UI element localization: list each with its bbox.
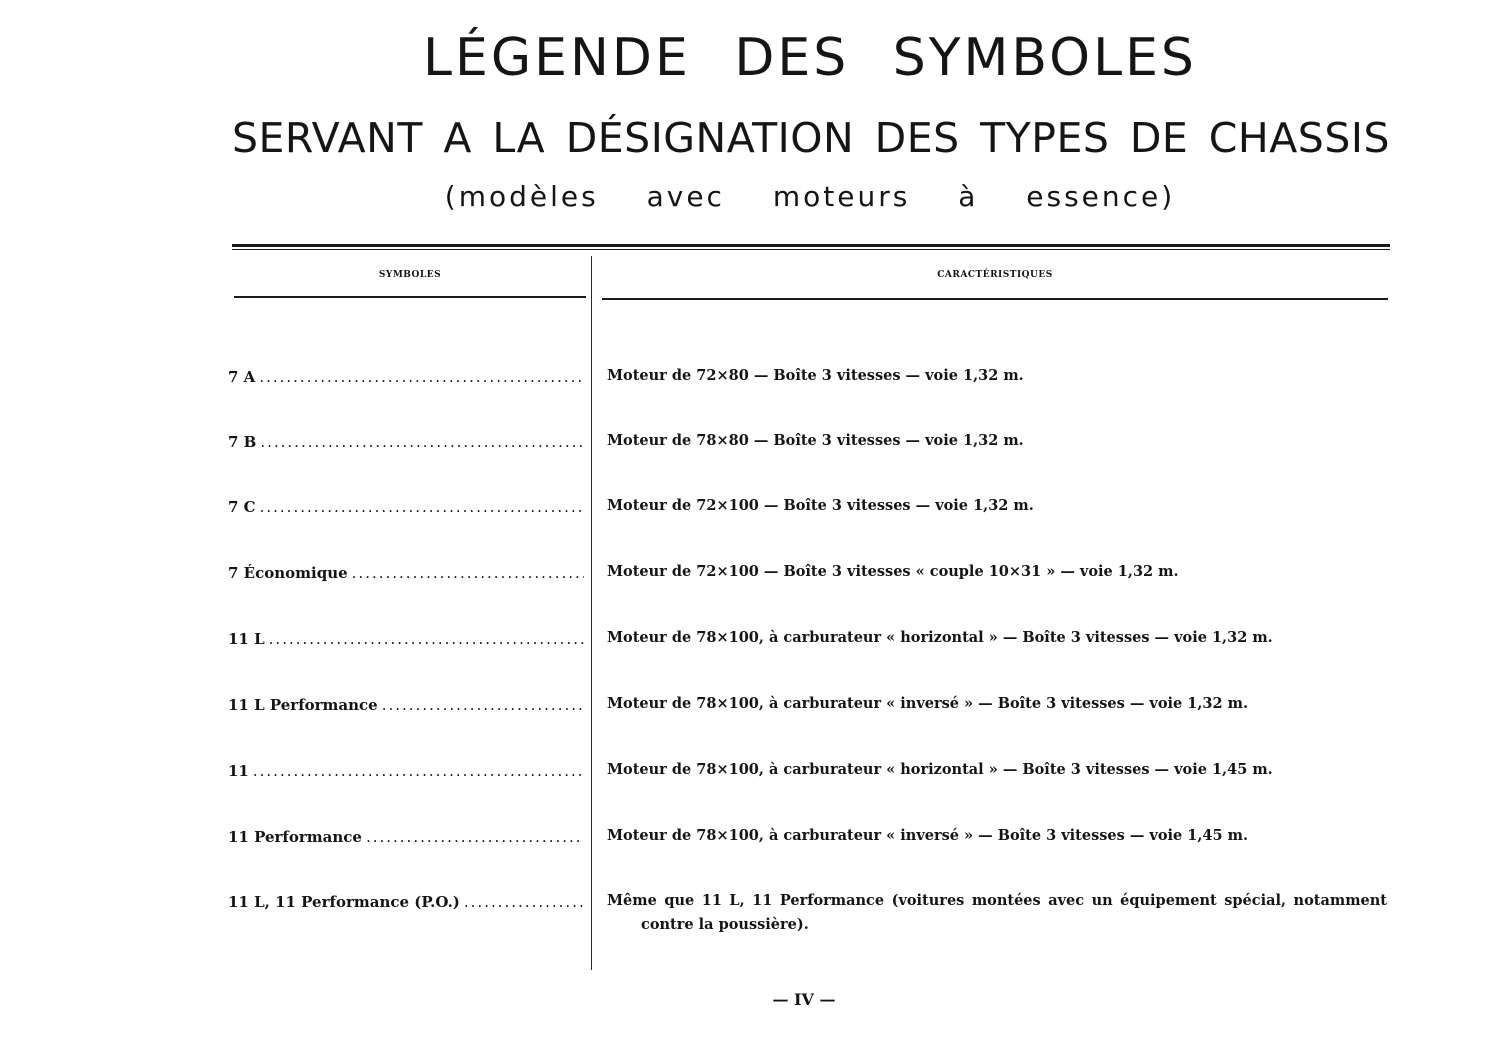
table-row [0,368,1500,408]
symbol-label: 11 [228,762,249,780]
engine-note: (modèles avec moteurs à essence) [444,180,1176,213]
symbol-label: 11 L, 11 Performance (P.O.) [228,893,460,911]
symbol-label: 11 L Performance [228,696,378,714]
symbol-label: 11 L [228,630,265,648]
features-cell: Même que 11 L, 11 Performance (voitures montées avec un équipement spécial, notamment contre la poussière). [607,892,1387,933]
dot-leader [464,893,584,911]
features-cell: Moteur de 78×100, à carburateur « inversé » — Boîte 3 vitesses — voie 1,45 m. [607,827,1249,844]
symbol-cell [228,828,584,846]
symbol-cell [228,433,584,451]
page-title: LÉGENDE DES SYMBOLES [423,28,1197,88]
features-cell: Moteur de 78×80 — Boîte 3 vitesses — voie 1,32 m. [607,432,1024,449]
subtitle-word: DE [1129,114,1189,162]
symbol-label: 7 C [228,498,256,516]
symbol-cell [228,630,584,648]
features-cell: Moteur de 72×80 — Boîte 3 vitesses — voie 1,32 m. [607,367,1024,384]
header-rule-right [602,298,1388,300]
page-number: — IV — [772,990,836,1009]
page-subtitle [232,114,1390,162]
features-cell: Moteur de 78×100, à carburateur « horizontal » — Boîte 3 vitesses — voie 1,45 m. [607,761,1273,778]
table-row [0,762,1500,802]
table-row [0,828,1500,868]
symbol-label: 7 B [228,433,257,451]
symbol-label: 7 Économique [228,564,348,582]
features-cell: Moteur de 72×100 — Boîte 3 vitesses « couple 10×31 » — voie 1,32 m. [607,563,1179,580]
table-row [0,696,1500,736]
subtitle-word: TYPES [980,114,1110,162]
subtitle-word: A [443,114,472,162]
top-double-rule [232,244,1390,247]
subtitle-word: LA [492,114,546,162]
table-row [0,630,1500,670]
table-row [0,433,1500,473]
dot-leader [253,762,584,780]
subtitle-word: CHASSIS [1208,114,1390,162]
symbol-label: 11 Performance [228,828,362,846]
symbol-cell [228,564,584,582]
header-rule-left [234,296,586,298]
dot-leader [366,828,584,846]
symbol-label: 7 A [228,368,256,386]
dot-leader [352,564,584,582]
table-row [0,498,1500,538]
column-header-features: CARACTÉRISTIQUES [937,270,1053,280]
features-cell: Moteur de 78×100, à carburateur « inversé » — Boîte 3 vitesses — voie 1,32 m. [607,695,1249,712]
features-cell: Moteur de 72×100 — Boîte 3 vitesses — voie 1,32 m. [607,497,1034,514]
symbol-cell [228,696,584,714]
symbol-cell [228,762,584,780]
dot-leader [260,498,584,516]
table-row [0,893,1500,953]
dot-leader [269,630,584,648]
features-cell: Moteur de 78×100, à carburateur « horizontal » — Boîte 3 vitesses — voie 1,32 m. [607,629,1273,646]
subtitle-word: SERVANT [232,114,423,162]
subtitle-word: DÉSIGNATION [565,114,855,162]
symbol-cell [228,893,584,911]
table-row [0,564,1500,604]
dot-leader [259,368,584,386]
symbol-cell [228,368,584,386]
dot-leader [260,433,584,451]
dot-leader [382,696,584,714]
column-header-symbols: SYMBOLES [378,270,442,280]
subtitle-word: DES [874,114,960,162]
symbol-cell [228,498,584,516]
